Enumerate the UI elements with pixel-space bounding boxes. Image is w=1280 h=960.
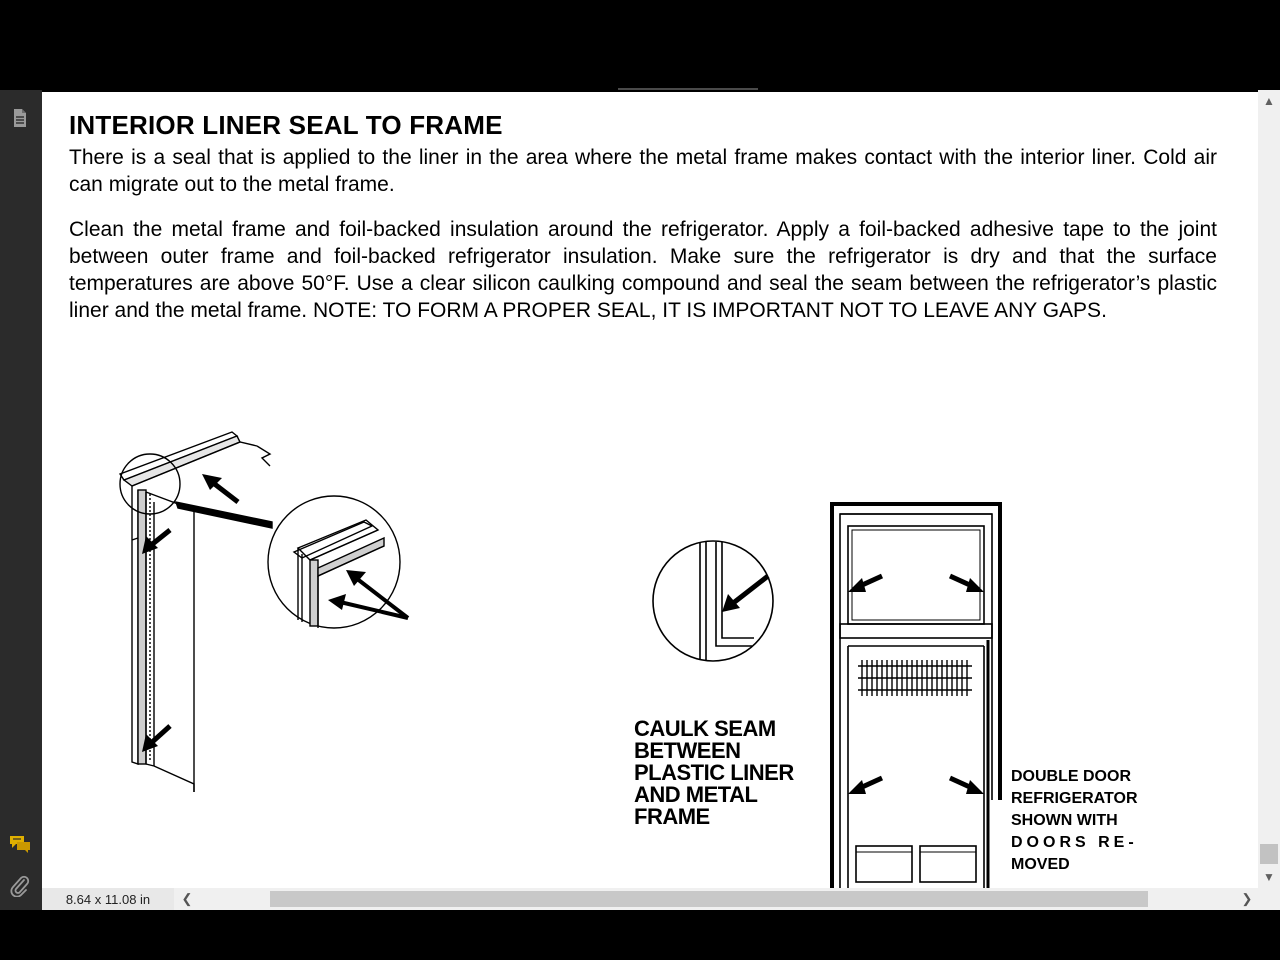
paragraph-seal-intro: There is a seal that is applied to the liner in the area where the metal frame makes contact with the interior liner. Cold air can migrate out to the metal frame. xyxy=(69,146,1217,196)
pages-icon[interactable] xyxy=(6,104,34,132)
vertical-scrollbar[interactable] xyxy=(1258,90,1280,888)
frame-corner-illustration xyxy=(102,422,442,802)
double-door-refrigerator-illustration xyxy=(826,500,1006,888)
horizontal-scroll-thumb[interactable] xyxy=(270,891,1148,907)
scroll-down-icon[interactable]: ▼ xyxy=(1263,870,1275,884)
document-page xyxy=(42,92,1258,888)
scroll-up-icon[interactable]: ▲ xyxy=(1263,94,1275,108)
caulk-label-line-4: AND METAL xyxy=(634,782,758,807)
dd-label-line-2: REFRIGERATOR xyxy=(1011,790,1138,807)
caulk-label-line-2: BETWEEN xyxy=(634,738,741,763)
caulk-label-line-3: PLASTIC LINER xyxy=(634,760,794,785)
caulk-label-line-1: CAULK SEAM xyxy=(634,716,776,741)
dd-label-line-1: DOUBLE DOOR xyxy=(1011,768,1131,785)
comments-icon[interactable] xyxy=(6,830,34,858)
page-size-indicator: 8.64 x 11.08 in xyxy=(42,888,174,910)
caulk-seam-label xyxy=(634,718,834,828)
vertical-scroll-thumb[interactable] xyxy=(1260,844,1278,864)
viewer-top-bar xyxy=(0,0,1280,90)
bottom-status-bar xyxy=(42,888,1280,910)
double-door-label xyxy=(1011,766,1171,876)
dd-label-line-4: DOORS RE- xyxy=(1011,834,1138,851)
viewer-bottom-bar xyxy=(0,910,1280,960)
caulk-seam-magnifier xyxy=(650,538,776,664)
attachment-icon[interactable] xyxy=(6,872,34,900)
dd-label-line-3: SHOWN WITH xyxy=(1011,812,1118,829)
page-title: INTERIOR LINER SEAL TO FRAME xyxy=(69,110,503,140)
dd-label-line-5: MOVED xyxy=(1011,856,1070,873)
paragraph-seal-instructions: Clean the metal frame and foil-backed insulation around the refrigerator. Apply a foil-backed adhesive tape to the joint between outer frame and foil-backed refrigerator insulation. Make sure the refrigerator is dry and that the surface temperatures are above 50°F. Use a clear silicon caulking compound and seal the seam between the refrigerator’s plastic liner and the metal frame. NOTE: TO FORM A PROPER SEAL, IT IS IMPORTANT NOT TO LEAVE ANY GAPS. xyxy=(69,218,1217,322)
scroll-left-icon[interactable]: ❮ xyxy=(181,891,193,906)
caulk-label-line-5: FRAME xyxy=(634,804,710,829)
scroll-right-icon[interactable]: ❯ xyxy=(1241,891,1253,906)
left-navigation-rail xyxy=(0,90,42,910)
toolbar-indicator xyxy=(618,88,758,90)
